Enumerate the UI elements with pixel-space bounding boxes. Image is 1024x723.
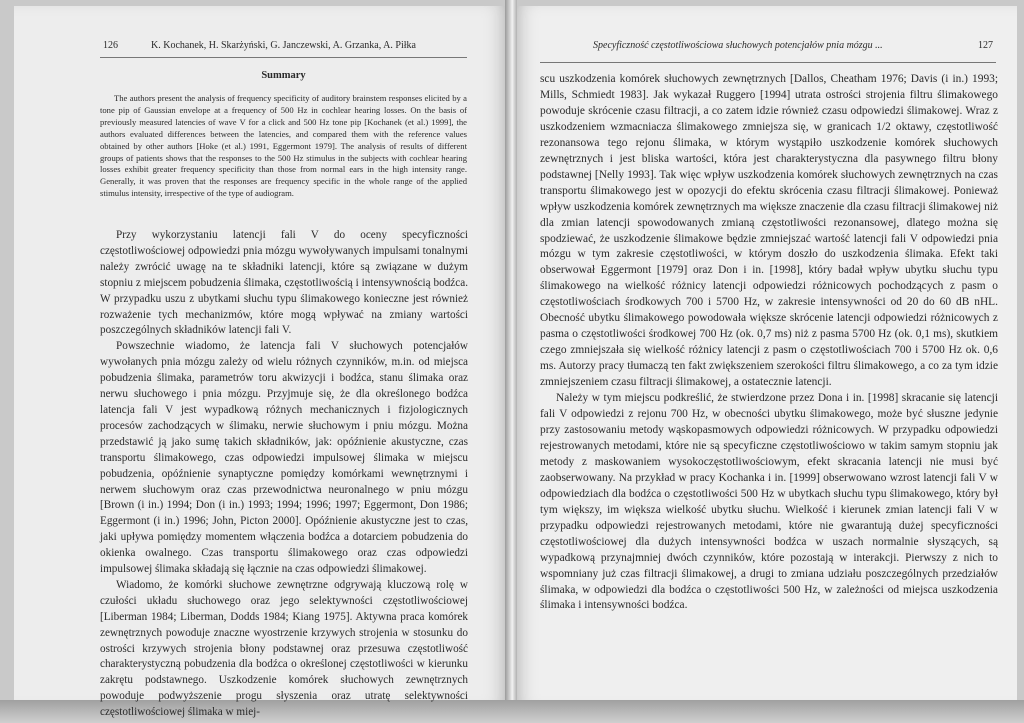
right-running-head: Specyficzność częstotliwościowa słuchowych potencjałów pnia mózgu ... xyxy=(593,40,883,51)
left-header-rule xyxy=(100,57,467,58)
summary-title: Summary xyxy=(261,70,306,81)
left-page-number: 126 xyxy=(103,40,118,51)
left-paragraph: Powszechnie wiadomo, że latencja fali V słuchowych potencjałów wywołanych pnia mózgu zależy od wielu różnych czynników, m.in. od miejsca pobudzenia ślimaka, parametrów toru akwizycji i bodźca, stanu ślimaka oraz nerwu słuchowego i pnia mózgu. Przyjmuje się, że dla określonego bodźca latencja fali V jest wypadkową różnych mechanicznych i fizjologicznych procesów zachodzących w ślimaku, nerwie słuchowym i pniu mózgu. Można przedstawić ją jako sumę takich składników, jak: opóźnienie akustyczne, czas transportu ślimakowego, czas odpowiedzi impulsowej ślimaka w miejscu pobudzenia, opóźnienie synaptyczne pomiędzy komórkami wewnętrznymi i nerwem słuchowym oraz czas przewodnictwa neuronalnego w pniu mózgu [Brown (i in.) 1994; Don (i in.) 1993; 1994; 1996; 1997; Eggermont, Don 1986; Eggermont (i in.) 1996; John, Picton 2000]. Opóźnienie akustyczne jest to czas, jaki upływa pomiędzy momentem włączenia bodźca a dotarciem pobudzenia do okienka owalnego. Czas transportu ślimakowego oraz czas odpowiedzi impulsowej ślimaka składają się łącznie na czas odpowiedzi ślimakowej. xyxy=(100,340,468,576)
book-gutter xyxy=(505,0,517,723)
summary-text: The authors present the analysis of frequency specificity of auditory brainstem responses elicited by a tone pip of Gaussian envelope at a frequency of 500 Hz in cochlear hearing losses. On the basis of previously measured latencies of wave V for a click and 500 Hz tone pip [Kochanek (et al.) 1999], the authors evaluated differences between the latencies, and compared them with the reference values obtained by other authors [Hoke (et al.) 1991, Eggermont 1979]. The analysis of results of different groups of patients shows that the responses to the 500 Hz stimulus in the subjects with cochlear hearing losses exhibit greater frequency specificity than those from normal ears in the high intensity range. Generally, it was proven that the responses are frequency specific in the whole range of the applied stimulus intensity, irrespective of the type of audiogram. xyxy=(100,93,467,199)
left-running-head: K. Kochanek, H. Skarżyński, G. Janczewski, A. Grzanka, A. Piłka xyxy=(151,40,416,51)
right-header-rule xyxy=(540,62,996,63)
left-paragraph: Wiadomo, że komórki słuchowe zewnętrzne odgrywają kluczową rolę w czułości układu słuchowego oraz jego selektywności częstotliwościowej [Liberman 1984; Liberman, Dodds 1984; Kiang 1975]. Aktywna praca komórek zewnętrznych powoduje znaczne wyostrzenie krzywych strojenia w stosunku do ostrości krzywych strojenia błony podstawnej oraz przesuwa częstotliwość charakterystyczną pobudzenia dla bodźca o określonej częstotliwości w kierunku zakrętu podstawnego. Uszkodzenie komórek słuchowych zewnętrznych powoduje podwyższenie progu słyszenia oraz utratę selektywności częstotliwościowej ślimaka w miej- xyxy=(100,578,468,719)
left-paragraph: Przy wykorzystaniu latencji fali V do oceny specyficzności częstotliwościowej odpowiedzi pnia mózgu wywoływanych impulsami tonalnymi należy zwrócić uwagę na te składniki latencji, które są związane w dużym stopniu z miejscem pobudzenia ślimaka, częstotliwością i intensywnością bodźca. W przypadku uszu z ubytkami słuchu typu ślimakowego konieczne jest również rozważenie tych mechanizmów, które mogą wpływać na zmiany wartości poszczególnych składników latencji fali V. xyxy=(100,229,468,337)
right-paragraph: scu uszkodzenia komórek słuchowych zewnętrznych [Dallos, Cheatham 1976; Davis (i in.) 1993; Mills, Schmiedt 1983]. Jak wykazał Ruggero [1994] utrata ostrości strojenia filtru ślimakowego powoduje skrócenie czasu filtracji, a co zatem idzie również czasu odpowiedzi ślimakowej. Wraz z uszkodzeniem wzmacniacza ślimakowego zmniejsza się, w granicach 1/2 oktawy, częstotliwość rezonansowa tego rejonu ślimaka, w którym wystąpiło uszkodzenie komórek słuchowych zewnętrznych i jest bliska wartości, która jest charakterystyczna dla pasywnego filtru błony podstawnej [Nelly 1993]. Tak więc wpływ uszkodzenia komórek słuchowych zewnętrznych na czas transportu ślimakowego jest w opozycji do efektu skrócenia czasu filtracji ślimakowej. Ponieważ wpływ uszkodzenia komórek zewnętrznych ma większe znaczenie dla czasu filtracji ślimakowej niż dla zmian latencji spowodowanych zmianą częstotliwości rezonansowej, dlatego można się spodziewać, że uszkodzenie ślimakowe będzie zmniejszać wartość latencji fali V odpowiedzi pnia mózgu w tym zakresie częstotliwości, w którym doszło do uszkodzenia ślimaka. Efekt taki obserwował Eggermont [1979] oraz Don i in. [1998], który badał wpływ ubytku słuchu typu ślimakowego na wielkość różnicy latencji odpowiedzi różnicowych pochodzących z pasm o częstotliwościach środkowych 700 i 5700 Hz, w zakresie intensywności od 20 do 60 dB nHL. Obecność ubytku ślimakowego powodowała większe skrócenie latencji odpowiedzi różnicowych z pasma o częstotliwości środkowej 700 Hz (ok. 0,7 ms) niż z pasma 5700 Hz (ok. 0,1 ms), skutkiem czego zmniejszała się wielkość różnicy latencji z pasm o częstotliwościach 700 i 5700 Hz ok. 0,6 ms. Autorzy pracy tłumaczą ten fakt zwiększeniem szerokości filtru ślimakowego, a co za tym idzie zmniejszeniem czasu filtracji ślimakowej, a ostatecznie latencji. xyxy=(540,73,998,389)
right-page-number: 127 xyxy=(978,40,993,51)
right-paragraph: Należy w tym miejscu podkreślić, że stwierdzone przez Dona i in. [1998] skracanie się latencji fali V odpowiedzi z rejonu 700 Hz, w obecności ubytku ślimakowego, może być słuszne jedynie przy zastosowaniu metody wąskopasmowych odpowiedzi różnicowych. W przypadku odpowiedzi rejestrowanych metodami, które nie są specyficzne częstotliwościowo w takim samym stopniu jak metody z maskowaniem wysokoczęstotliwościowym, efekt skracania latencji nie musi być zaobserwowany. Na przykład w pracy Kochanka i in. [1999] obserwowano wzrost latencji fali V w odpowiedziach dla bodźca o częstotliwości 500 Hz w ubytkach słuchu typu ślimakowego, który był tym większy, im większa wielkość ubytku słuchu. Wielkość i kierunek zmian latencji fali V w przypadku odpowiedzi rejestrowanych metodami, które nie gwarantują dużej specyficzności częstotliwościowej dla dużych intensywności bodźca w uszach normalnie słyszących, są wypadkową przynajmniej dwóch czynników, które pozostają w interakcji. Pierwszy z nich to wspomniany już czas filtracji ślimakowej, a drugi to zmiana udziału poszczególnych przedziałów ślimaka, w odpowiedzi dla bodźca o częstotliwości 500 Hz, w zależności od miejsca uszkodzenia ślimaka i intensywności bodźca. xyxy=(540,392,998,612)
right-body-text xyxy=(540,72,998,614)
left-body-text xyxy=(100,228,468,721)
